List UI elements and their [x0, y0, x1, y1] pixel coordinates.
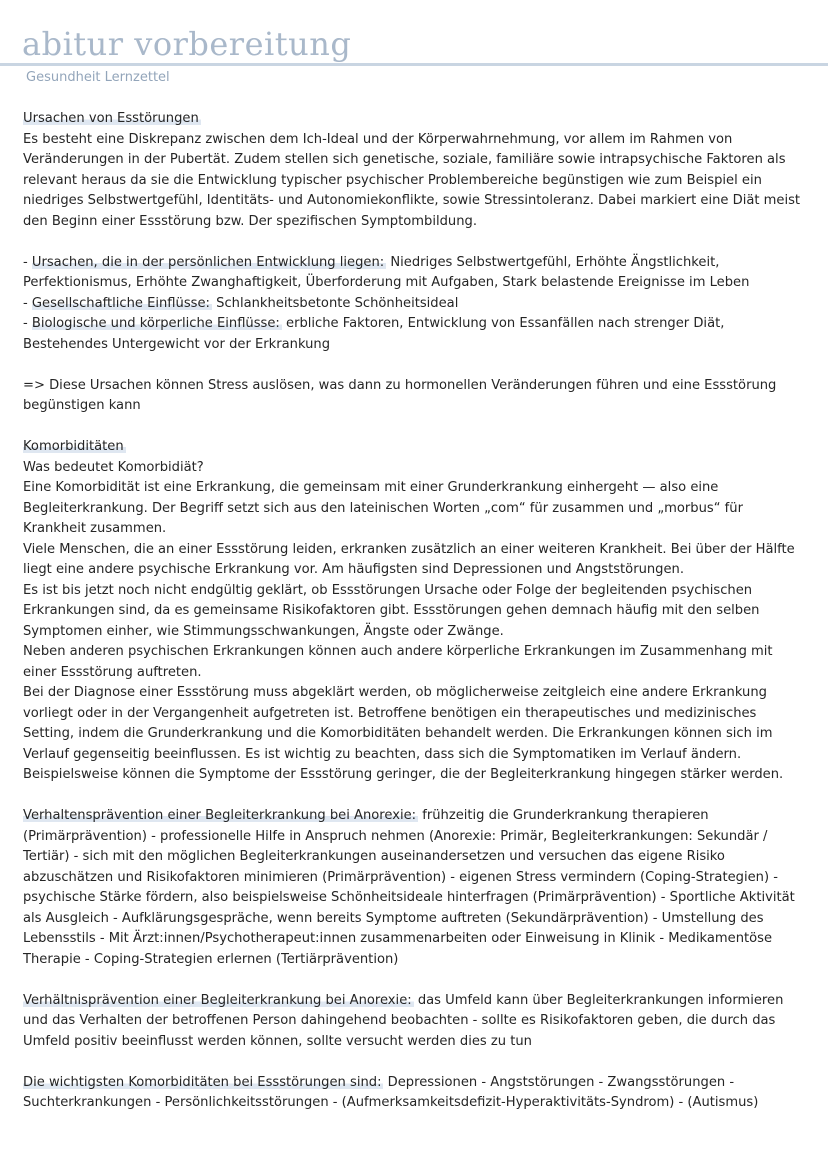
verhaeltnispraevention-label: Verhältnisprävention einer Begleiterkrankung bei Anorexie: — [23, 992, 412, 1008]
list-item-text: Schlankheitsbetonte Schönheitsideal — [211, 295, 459, 311]
spacer — [23, 970, 809, 991]
verhaltenspraevention — [23, 806, 809, 970]
list-item — [23, 253, 809, 294]
paragraph: Neben anderen psychischen Erkrankungen können auch andere körperliche Erkrankungen im Zusammenhang mit einer Essstörung auftreten. — [23, 644, 773, 680]
heading-ursachen — [23, 109, 809, 130]
ursachen-conclusion: => Diese Ursachen können Stress auslösen, was dann zu hormonellen Veränderungen führen und eine Essstörung begünstigen kann — [23, 377, 777, 413]
list-item — [23, 314, 809, 355]
verhaltenspraevention-text: frühzeitig die Grunderkrankung therapieren (Primärprävention) - professionelle Hilfe in Anspruch nehmen (Anorexie: Primär, Begleiterkrankungen: Sekundär / Tertiär) - sich mit den möglichen Begleiterkrankungen auseinandersetzen und versuchen das eigene Risiko abzuschätzen und Risikofaktoren minimieren (Primärprävention) - eigenen Stress vermindern (Coping-Strategien) - psychische Stärke fördern, also beispielsweise Schönheitsideale hinterfragen (Primärprävention) - Sportliche Aktivität als Ausgleich - Aufklärungsgespräche, wenn bereits Symptome auftreten (Sekundärprävention) - Umstellung des Lebensstils - Mit Ärzt:innen/Psychotherapeut:innen zusammenarbeiten oder Einweisung in Klinik - Medikamentöse Therapie - Coping-Strategien erlernen (Tertiärprävention) — [23, 808, 795, 967]
heading-ursachen-text: Ursachen von Esstörungen — [23, 111, 199, 126]
spacer — [23, 417, 809, 438]
list-item — [23, 294, 809, 315]
page-title: abitur vorbereitung — [22, 25, 352, 63]
list-item-label: Gesellschaftliche Einflüsse: — [31, 295, 210, 311]
wichtigste-komorbiditaeten-text: Depressionen - Angststörungen - Zwangsstörungen - Suchterkrankungen - Persönlichkeitsstörungen - (Aufmerksamkeitsdefizit-Hyperaktivitäts-Syndrom) - (Autismus) — [23, 1074, 759, 1110]
subheading-definition: Was bedeutet Komorbidiät? — [23, 459, 204, 475]
verhaeltnispraevention — [23, 991, 809, 1053]
paragraph: Viele Menschen, die an einer Essstörung leiden, erkranken zusätzlich an einer weiteren Krankheit. Bei über der Hälfte liegt eine andere psychische Erkrankung vor. Am häufigsten sind Depressionen und Angststörungen. — [23, 541, 795, 577]
heading-komorbiditaeten — [23, 437, 809, 458]
list-item-text: erbliche Faktoren, Entwicklung von Essanfällen nach strenger Diät, Bestehendes Untergewicht vor der Erkrankung — [23, 316, 725, 352]
spacer — [23, 232, 809, 253]
document-body — [23, 109, 809, 1114]
spacer — [23, 786, 809, 807]
list-bullet: - — [23, 295, 32, 311]
wichtigste-komorbiditaeten-label: Die wichtigsten Komorbiditäten bei Essstörungen sind: — [23, 1074, 382, 1090]
list-item-text: Niedriges Selbstwertgefühl, Erhöhte Ängstlichkeit, Perfektionismus, Erhöhte Zwanghaftigkeit, Überforderung mit Aufgaben, Stark belastende Ereignisse im Leben — [23, 254, 750, 290]
verhaeltnispraevention-text: das Umfeld kann über Begleiterkrankungen informieren und das Verhalten der betroffenen Person dahingehend beobachten - sollte es Risikofaktoren geben, die durch das Umfeld positiv beeinflusst werden können, sollte versucht werden dies zu tun — [23, 992, 784, 1049]
list-item-label: Ursachen, die in der persönlichen Entwicklung liegen: — [31, 254, 385, 270]
heading-komorbiditaeten-text: Komorbiditäten — [23, 439, 124, 454]
header-rule — [0, 63, 828, 66]
paragraph: Bei der Diagnose einer Essstörung muss abgeklärt werden, ob möglicherweise zeitgleich eine andere Erkrankung vorliegt oder in der Vergangenheit aufgetreten ist. Betroffene benötigen ein therapeutisches und medizinisches Setting, indem die Grunderkrankung und die Komorbiditäten behandelt werden. Die Erkrankungen können sich im Verlauf gegenseitig beeinflussen. Es ist wichtig zu beachten, dass sich die Symptomatiken im Verlauf ändern. Beispielsweise können die Symptome der Essstörung geringer, die der Begleiterkrankung hingegen stärker werden. — [23, 685, 784, 782]
list-bullet: - — [23, 254, 32, 270]
ursachen-intro: Es besteht eine Diskrepanz zwischen dem Ich-Ideal und der Körperwahrnehmung, vor allem im Rahmen von Veränderungen in der Pubertät. Zudem stellen sich genetische, soziale, familiäre sowie intrapsychische Faktoren als relevant heraus da sie die Entwicklung typischer psychischer Problembereiche begünstigen wie zum Beispiel ein niedriges Selbstwertgefühl, Identitäts- und Autonomiekonflikte, sowie Stressintoleranz. Dabei markiert eine Diät meist den Beginn einer Essstörung bzw. Der spezifischen Symptombildung. — [23, 131, 801, 229]
spacer — [23, 1052, 809, 1073]
page-header — [0, 0, 828, 100]
paragraph: Es ist bis jetzt noch nicht endgültig geklärt, ob Essstörungen Ursache oder Folge der begleitenden psychischen Erkrankungen sind, da es gemeinsame Risikofaktoren gibt. Essstörungen gehen demnach häufig mit den selben Symptomen einher, wie Stimmungsschwankungen, Ängste oder Zwänge. — [23, 582, 760, 639]
spacer — [23, 355, 809, 376]
list-bullet: - — [23, 316, 32, 331]
list-item-label: Biologische und körperliche Einflüsse: — [31, 316, 280, 331]
paragraph: Eine Komorbidität ist eine Erkrankung, die gemeinsam mit einer Grunderkrankung einhergeht — also eine Begleiterkrankung. Der Begriff setzt sich aus den lateinischen Worten „com“ für zusammen und „morbus“ für Krankheit zusammen. — [23, 480, 743, 536]
page-subtitle: Gesundheit Lernzettel — [26, 70, 170, 85]
verhaltenspraevention-label: Verhaltensprävention einer Begleiterkrankung bei Anorexie: — [23, 808, 417, 823]
wichtigste-komorbiditaeten — [23, 1073, 809, 1114]
